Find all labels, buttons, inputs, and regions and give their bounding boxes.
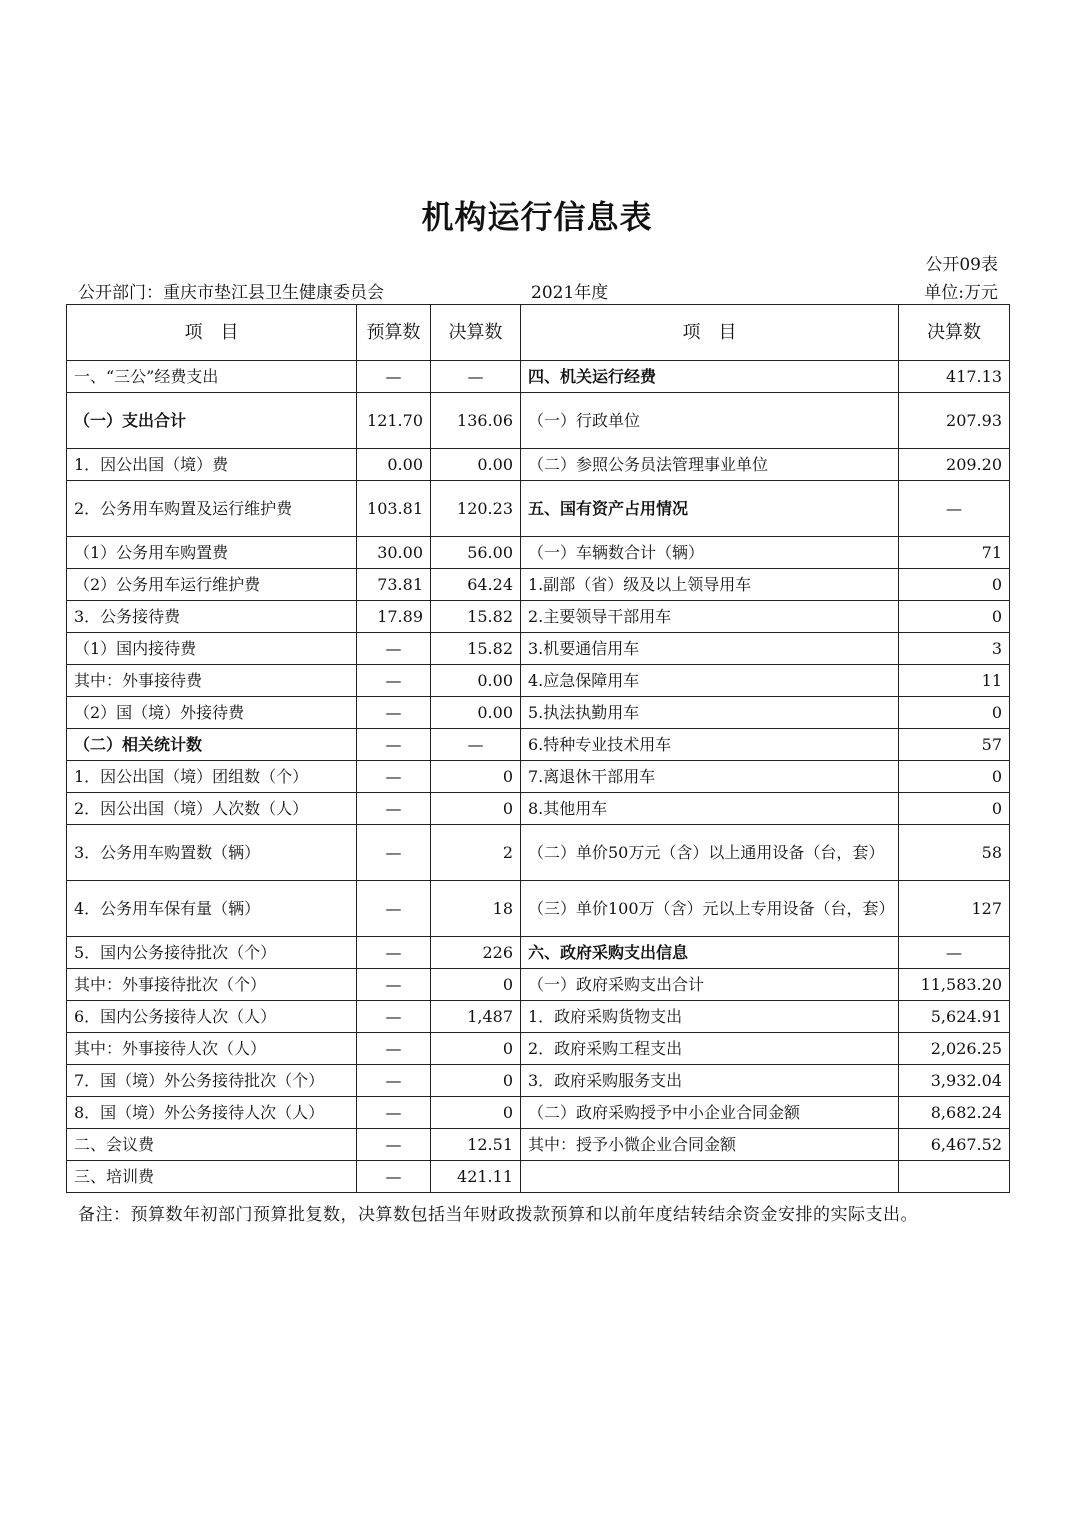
right-label xyxy=(521,1161,899,1193)
right-label: 1．政府采购货物支出 xyxy=(521,1001,899,1033)
right-label: 2.主要领导干部用车 xyxy=(521,601,899,633)
right-label: 1.副部（省）级及以上领导用车 xyxy=(521,569,899,601)
right-value: 8,682.24 xyxy=(899,1097,1010,1129)
table-row xyxy=(67,1161,1010,1193)
table-row xyxy=(67,761,1010,793)
right-label: 4.应急保障用车 xyxy=(521,665,899,697)
table-row xyxy=(67,881,1010,937)
right-label: 其中：授予小微企业合同金额 xyxy=(521,1129,899,1161)
table-row xyxy=(67,537,1010,569)
header-item-right: 项 目 xyxy=(521,305,899,361)
table-row xyxy=(67,665,1010,697)
left-budget: — xyxy=(357,697,431,729)
left-label: （2）国（境）外接待费 xyxy=(67,697,357,729)
right-value: 127 xyxy=(899,881,1010,937)
right-value: 58 xyxy=(899,825,1010,881)
table-row xyxy=(67,1001,1010,1033)
left-budget: — xyxy=(357,761,431,793)
table-row xyxy=(67,729,1010,761)
right-value: — xyxy=(899,937,1010,969)
right-value: 11,583.20 xyxy=(899,969,1010,1001)
left-final: 0 xyxy=(431,1033,521,1065)
left-label: 其中：外事接待人次（人） xyxy=(67,1033,357,1065)
left-label: 1．因公出国（境）团组数（个） xyxy=(67,761,357,793)
left-budget: 121.70 xyxy=(357,393,431,449)
right-label: （一）车辆数合计（辆） xyxy=(521,537,899,569)
left-label: 1．因公出国（境）费 xyxy=(67,449,357,481)
right-label: 3.机要通信用车 xyxy=(521,633,899,665)
right-value: 11 xyxy=(899,665,1010,697)
left-final: 0.00 xyxy=(431,449,521,481)
left-final: 0 xyxy=(431,1097,521,1129)
left-label: 8．国（境）外公务接待人次（人） xyxy=(67,1097,357,1129)
left-final: 136.06 xyxy=(431,393,521,449)
table-row xyxy=(67,697,1010,729)
table-row xyxy=(67,449,1010,481)
left-final: 15.82 xyxy=(431,601,521,633)
right-value: 0 xyxy=(899,569,1010,601)
right-label: 五、国有资产占用情况 xyxy=(521,481,899,537)
table-row xyxy=(67,793,1010,825)
left-label: 其中：外事接待费 xyxy=(67,665,357,697)
right-value: 2,026.25 xyxy=(899,1033,1010,1065)
table-row xyxy=(67,393,1010,449)
right-value: 209.20 xyxy=(899,449,1010,481)
left-label: 2．公务用车购置及运行维护费 xyxy=(67,481,357,537)
left-label: （一）支出合计 xyxy=(67,393,357,449)
left-budget: 17.89 xyxy=(357,601,431,633)
table-row xyxy=(67,569,1010,601)
left-final: 12.51 xyxy=(431,1129,521,1161)
right-label: （一）政府采购支出合计 xyxy=(521,969,899,1001)
header-budget: 预算数 xyxy=(357,305,431,361)
left-budget: — xyxy=(357,793,431,825)
table-row xyxy=(67,361,1010,393)
department-label: 公开部门：重庆市垫江县卫生健康委员会 xyxy=(78,283,384,303)
left-budget: — xyxy=(357,1161,431,1193)
header-row xyxy=(67,305,1010,361)
left-budget: — xyxy=(357,361,431,393)
table-row xyxy=(67,969,1010,1001)
unit-label: 单位:万元 xyxy=(924,283,998,303)
table-row xyxy=(67,825,1010,881)
left-final: — xyxy=(431,729,521,761)
left-budget: 103.81 xyxy=(357,481,431,537)
right-value: 5,624.91 xyxy=(899,1001,1010,1033)
left-budget: — xyxy=(357,1129,431,1161)
header-final-right: 决算数 xyxy=(899,305,1010,361)
right-value: 57 xyxy=(899,729,1010,761)
left-label: （二）相关统计数 xyxy=(67,729,357,761)
right-label: 六、政府采购支出信息 xyxy=(521,937,899,969)
right-value: 417.13 xyxy=(899,361,1010,393)
right-value: — xyxy=(899,481,1010,537)
left-label: 三、培训费 xyxy=(67,1161,357,1193)
header-final: 决算数 xyxy=(431,305,521,361)
right-label: 6.特种专业技术用车 xyxy=(521,729,899,761)
left-label: 6．国内公务接待人次（人） xyxy=(67,1001,357,1033)
left-budget: — xyxy=(357,881,431,937)
left-budget: — xyxy=(357,1097,431,1129)
left-budget: — xyxy=(357,665,431,697)
left-label: 3．公务接待费 xyxy=(67,601,357,633)
right-label: 7.离退休干部用车 xyxy=(521,761,899,793)
left-final: 226 xyxy=(431,937,521,969)
left-budget: — xyxy=(357,969,431,1001)
left-final: 0.00 xyxy=(431,665,521,697)
right-label: （二）政府采购授予中小企业合同金额 xyxy=(521,1097,899,1129)
left-budget: — xyxy=(357,1065,431,1097)
left-budget: 30.00 xyxy=(357,537,431,569)
right-value: 0 xyxy=(899,761,1010,793)
left-label: 5．国内公务接待批次（个） xyxy=(67,937,357,969)
right-value: 207.93 xyxy=(899,393,1010,449)
left-final: 0 xyxy=(431,761,521,793)
right-value xyxy=(899,1161,1010,1193)
table-row xyxy=(67,1065,1010,1097)
left-label: 2．因公出国（境）人次数（人） xyxy=(67,793,357,825)
right-value: 0 xyxy=(899,793,1010,825)
page-title: 机构运行信息表 xyxy=(421,198,653,236)
left-final: 18 xyxy=(431,881,521,937)
left-final: — xyxy=(431,361,521,393)
left-final: 0 xyxy=(431,969,521,1001)
right-label: （一）行政单位 xyxy=(521,393,899,449)
left-budget: — xyxy=(357,825,431,881)
left-budget: — xyxy=(357,1001,431,1033)
right-value: 71 xyxy=(899,537,1010,569)
left-label: 3．公务用车购置数（辆） xyxy=(67,825,357,881)
right-value: 0 xyxy=(899,601,1010,633)
right-value: 6,467.52 xyxy=(899,1129,1010,1161)
table-row xyxy=(67,601,1010,633)
right-label: （二）单价50万元（含）以上通用设备（台，套） xyxy=(521,825,899,881)
left-budget: 73.81 xyxy=(357,569,431,601)
left-final: 120.23 xyxy=(431,481,521,537)
right-label: 四、机关运行经费 xyxy=(521,361,899,393)
table-row xyxy=(67,937,1010,969)
left-final: 0.00 xyxy=(431,697,521,729)
right-value: 3,932.04 xyxy=(899,1065,1010,1097)
right-label: （二）参照公务员法管理事业单位 xyxy=(521,449,899,481)
table-row xyxy=(67,1033,1010,1065)
left-final: 56.00 xyxy=(431,537,521,569)
footnote: 备注：预算数年初部门预算批复数，决算数包括当年财政拨款预算和以前年度结转结余资金安排的实际支出。 xyxy=(78,1205,918,1225)
right-label: 5.执法执勤用车 xyxy=(521,697,899,729)
left-final: 0 xyxy=(431,1065,521,1097)
right-label: 3．政府采购服务支出 xyxy=(521,1065,899,1097)
left-budget: — xyxy=(357,729,431,761)
left-label: 二、会议费 xyxy=(67,1129,357,1161)
right-label: 2．政府采购工程支出 xyxy=(521,1033,899,1065)
left-final: 0 xyxy=(431,793,521,825)
left-budget: — xyxy=(357,1033,431,1065)
table-row xyxy=(67,1097,1010,1129)
right-value: 0 xyxy=(899,697,1010,729)
left-label: 4．公务用车保有量（辆） xyxy=(67,881,357,937)
left-final: 421.11 xyxy=(431,1161,521,1193)
left-label: （1）国内接待费 xyxy=(67,633,357,665)
left-final: 2 xyxy=(431,825,521,881)
left-final: 1,487 xyxy=(431,1001,521,1033)
info-table xyxy=(66,304,1010,1193)
left-final: 15.82 xyxy=(431,633,521,665)
left-label: （1）公务用车购置费 xyxy=(67,537,357,569)
right-value: 3 xyxy=(899,633,1010,665)
table-row xyxy=(67,481,1010,537)
left-label: 7．国（境）外公务接待批次（个） xyxy=(67,1065,357,1097)
left-label: 一、“三公”经费支出 xyxy=(67,361,357,393)
right-label: 8.其他用车 xyxy=(521,793,899,825)
table-row xyxy=(67,633,1010,665)
left-budget: — xyxy=(357,937,431,969)
year-label: 2021年度 xyxy=(531,283,609,303)
header-item: 项 目 xyxy=(67,305,357,361)
left-label: （2）公务用车运行维护费 xyxy=(67,569,357,601)
left-final: 64.24 xyxy=(431,569,521,601)
left-label: 其中：外事接待批次（个） xyxy=(67,969,357,1001)
right-label: （三）单价100万（含）元以上专用设备（台，套） xyxy=(521,881,899,937)
left-budget: — xyxy=(357,633,431,665)
left-budget: 0.00 xyxy=(357,449,431,481)
table-row xyxy=(67,1129,1010,1161)
form-number: 公开09表 xyxy=(925,255,998,275)
